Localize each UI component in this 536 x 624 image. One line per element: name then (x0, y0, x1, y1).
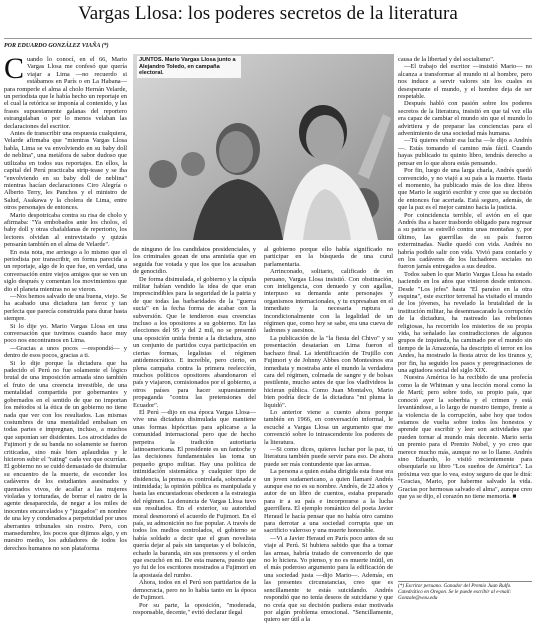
column-paragraph: En esta nota, me arriesgo a lo mismo que el periodista por transcribir, en forma parecida a un reportaje, algo de lo que fue, en verdad, una conversación entre viejos amigos que se ven un siglo después y comentan los movimientos que dio el planeta mientras no se vieron. (4, 248, 127, 293)
column-paragraph: El Perú —dijo en esa época Vargas Llosa— vive una dictadura disimulada que mantiene unas formas hipócritas para aplicarse a la comunidad internacional pero que de hecho perpetra la tradición autoritaria latinoamericana. El presidente es un fantoche y las decisiones fundamentales las toma un pequeño grupo militar. Hay una política de intimidación sistemática y cualquier tipo de disidencia, la prensa es controlada, sobornada e intimidada; la opinión pública es manipulada y hasta las encuestadoras obedecen a la estrategia del régimen. La denuncia de Vargas Llosa tuvo sus resultados. En el exterior, su autoridad moral desmoronó el acuerdo de Fujimori. En el país, su admonición no fue popular. A través de todos los medios controlados, el gobierno se había soldado a decir que el gran novelista quería dejar al país sin tanquetas y el bolsicón, echado la baranda, sin sus prensores y el orden que escuchó en mí. De esta manera, puesto que yo fui de los escritores mostrados a Fujimori en la apostasía del rumbo. (133, 408, 256, 579)
column-paragraph: Si lo dije porque la dictadura que ha padecido el Perú no fue solamente el lógico brutal de una imposición armada sino también el fruto de una creencia investible, de una mentalidad compartida por gobernantes y gobernados en el sentido de que no importan los métodos si la ética de un gobierno no tiene nada que ver con los resultados. Las mismas costumbres de una mentalidad embalsan en todas partes e impregnan, incluso, a muchos que suponían ser disidentes. Los atrocidades de Fujimori y de su banda no solamente se fueron criticadas, sino más bien aplaudidas y le hicieron subir el "rating" cada vez que ocurrían. El gobierno no se cuidó demasiado de disimular su encuentro de la muerte, de esconder los cadáveres de los estudiantes asesinados y quemados vivos, de acallar a las mujeres violadas y torturadas, de borrar el rastro de la agente desaparecida, de negar a los miles de inocentes encarcelados y "juzgados" en nombre de una ley y condenados a perpetuidad por unos aberrantes tribunales sin rostro. Pero, con mansedumbre, los pocos que dijimos algo, y en nuestro medio, los aduladores de todos los derechos humanos no son plataforma (4, 359, 127, 552)
column-paragraph: Mario despotricaba contra su risa de cholo y afirmaba: "Ya embobados ante los cholos, el baby doll y otras chafaldanas de repertorio, los lectores olvidan al entrevistado y quizás pensarán también en el alma de Velarde". (4, 211, 127, 249)
column-paragraph: Arrinconado, solitario, calificado de en peruano, Vargas Llosa insistió. Con obstinación, con inteligencia, con denuedo y con agallas, interpuso su demanda ante personajes y organismos internacionales, y tu expresaban en el inmediato y la necesaria ruptura a incondicionalmente con la legalidad de un régimen que, como hoy se sabe, era una cueva de ladrones y asesinos. (264, 268, 393, 335)
column-paragraph: —Vi a Javier Heraud en París poco antes de su viaje al Perú. Si hubiera sabido que iba a tomar las armas, habría tratado de convencerlo de que no lo hiciera. Yo pienso, y no es muerte inútil, en el más poderoso argumento para la edificación de una sociedad justa —dijo Mario—. Además, en las presentes circunstancias, creo que es sencillamente te estás suicidando. Andrés respondió que no tenía deseos de suicidarse y que no creía que su decisión pudiera estar motivada por algún problema emocional. "Sencillamente, quiero ser útil a la (264, 534, 393, 624)
article-column-2 (133, 246, 256, 616)
article-column-4 (398, 56, 532, 600)
column-paragraph: —Si como dices, quieres luchar por la paz, tú literatura también puede servir para eso. De ahora puede ser más contundente que las armas. (264, 445, 393, 468)
column-paragraph: —Tú quieres rehuir esa lucha —le dijo a Andrés—. Estás tomando el camino más fácil. Cuando hayas publicado tu quinto libro, tendrás derecho a pensar en lo que ahora estás pensando. (398, 137, 532, 167)
column-paragraph: al gobierno porque ello había significado no participar en la búsqueda de una curul parlamentaria. (264, 246, 393, 268)
byline (4, 43, 109, 49)
column-paragraph: Lo anterior viene a cuento ahora porque también en 1966, en conversación informal, le escuché a Vargas Llosa un argumento que me convenció sobre lo intrascendente los poderes de la literatura. (264, 408, 393, 446)
paragraph-text: uando lo conocí, en el 66, Mario Vargas Llosa me confesó que quería viajar a Lima —no recuerdo si estábamos en París o en La Habana— para romperle el alma al cholo Hernán Velarde, un periodista que le había hecho un reportaje en el cual la retórica se imponía al contenido, y las frases supuestamente galanas del reportero estrangulaban o por lo menos velaban las declaraciones del escritor. (4, 56, 127, 130)
column-paragraph: de ninguno de los candidatos presidenciales, y los criminales gozan de una amnistía que en seguida fue votada y que los que los acusaban de genocidio. (133, 246, 256, 276)
column-paragraph: Nuestra América lo ha recibido de una profecía como la de Whitman y una lección moral como la de Martí; pero sobre todo, su propio país, que conoció ayer la soberbia y el crimen y está levantándose, a lo largo de nuestro tiempo, frente a la violencia de la corrupción, sabe hoy que todos estamos de vuelta sobre todos los honestos y aprende que escribir y leer son actividades que pueden tornar al mundo más decente. Mario seria un premio para el Premio Nobel, y yo creo que merece mucho más, aunque no se lo llame. Andrés sino Eduardo, lo visitó recientemente para obsequiarle su libro "Los sueños de América". La próxima vez que lo vea, estoy seguro de que le dirá: "Gracias, Mario, por haberme salvado la vida. Gracias por hermosas salvado el alma", aunque creo que ya se dijo, el corazón no tiene memoria. ■ (398, 374, 532, 500)
column-paragraph: Por fin, luego de una larga charla, Andrés quedó convencido, y no viajó a su país a la muerte. Hasta el momento, ha publicado más de los diez libros que Mario le sugirió escribir y cree que su decisión de entonces fue acertada. Está seguro, además, de que la paz es el mejor camino hacia la justicia. (398, 167, 532, 212)
column-paragraph: La persona a quien estaba dirigida esta frase era un joven sudamericano, a quien llamaré Andrés aunque ese no es su nombre. Andrés, de 22 años y autor de un libro de cuentos, estaba preparado para ir a su país e incorporarse a la lucha guerrillera. El ejemplo romántico del poeta Javier Heraud le hacía pensar que no había otro camino para derrotar a una sociedad corrupta que un sacrificio valeroso y una muerte honorable. (264, 468, 393, 535)
article-column-3 (264, 246, 393, 624)
byline-author: EDUARDO GONZÁLEZ VIAÑA (17, 43, 101, 49)
column-paragraph: —El trabajo del escritor —insistió Mario— no alcanza a transformar al mundo ni al hombre, pero nos induce a servir valores sin los cuales es desesperante el mundo, y el hombre deja de ser respetable. (398, 63, 532, 101)
photo-caption: JUNTOS. Mario Vargas Llosa junto a Alejandro Toledo, en campaña electoral. (137, 56, 241, 78)
column-paragraph: Antes de transcribir una respuesta cualquiera, Velarde afirmaba que "mientras Vargas Llosa habla, Lima se va envolviendo en su baby doll de neblina", una metáfora de sabor dudoso que utilizaba en todos sus reportajes. En ellos, la capital del Perú practicaba strip-tease y se iba "envolviendo en su baby doll de neblina" mientras hacían declaraciones Ciro Alegría o Alberto Terry, les Panchos y el ministro de Salud, Asakawa y la cholera de Lima, entre otros personajes de entonces. (4, 130, 127, 212)
column-paragraph: Si lo dije yo. Mario Vargas Llosa en una conversación que tuvimos cuando hace muy poco nos encontramos en Lima. (4, 322, 127, 345)
column-paragraph: Ahora, todos en el Perú son partidarios de la democracia, pero no lo había tanto en la época de Fujimori. (133, 579, 256, 602)
headline: Vargas Llosa: los poderes secretos de la literatura (78, 3, 458, 24)
column-paragraph: —Nos hemos salvado de una buena, viejo. Se ha acabado una dictadura tan feroz y tan perfecta que parecía construida para durar hasta siempre. (4, 293, 127, 323)
byline-prefix: POR (4, 43, 16, 49)
column-paragraph: Por su parte, la oposición, "moderada, responsable, decente," evitó declarar ilegal (133, 601, 256, 616)
photo-image (133, 54, 394, 240)
column-paragraph: Por coincidencia terrible, el avión en el que Andrés iba a hacer trasbordo obligado para regresar a su patria se estrelló contra unas montañas y, por último, las guerrillas de su país fueron exterminadas. Nadie quedó con vida. Andrés no habría podido salir con vida. Vivió para contarlo y en los cadáveres de los luchadores sociales no fueron jamás entregados a sus deudos. (398, 211, 532, 271)
byline-marker: (*) (101, 43, 109, 49)
column-paragraph: La publicación de la "la fiesta del Chivo" y su presentación desatarían en Lima fueron el hachazo final. La identificación de Trujillo con Fujimori y de Johnny Abbes con Montesinos era inmediata y mostraba ante el mundo la verdadera cara del régimen, colmada de sangre y de bolsas pestilente, mucho antes de que los vladivideos la hicieran pública. Como Juan Montalvo, Mario bien podría decir de la dictadura "mi pluma la liquidó". (264, 334, 393, 409)
column-paragraph: De forma disimulada, el gobierno y la cúpula militar habían vendido la idea de que eran imprescindibles para la seguridad de la patria y de que todas las barbaridades de la "guerra sucia" en la fecha forma de acabar con la subversión. Que le tendieron esas creencias incluso a los opositores a su gobierno. En las elecciones del 95 y del 2 mil, no se presentó una oposición unida frente a la dictadura, sino un conjunto de partidos cuya participación en ciertas formas, legalistas el régimen antidemocrático. E increíble, pero cierto, en plena campaña contra la primera reelección, muchos políticos opositores abandonaron el país y viajaron, comisionados por el gobierno, a otros países para hacer supuestamente propaganda "contra las pretensiones del Ecuador". (133, 275, 256, 409)
article-photo (133, 54, 394, 240)
column-paragraph: Todos saben lo que Mario Vargas Llosa ha estado haciendo en los años que vinieron desde entonces. Desde "Los jefes" hasta "El paraíso en la otra esquina", este escritor terrenal ha visitado el mundo de los jóvenes, ha revelado la brutalidad de la institución militar, ha desenmascarado la corrupción de la dictadura, ha rastreado las rebeliones religiosas, ha recorrido los misterios de su propia vida, ha señalado las contradicciones de algunos grupos de izquierda, ha caminado por el mundo sin tiempo de la Amazonía, ha descripto el terror en los Andes, ha mostrado la fiesta atroz de los tiranos y, por fin, ha seguido los pasos y peregrinaciones de una agitadora social del siglo XIX. (398, 270, 532, 375)
column-paragraph: —Gracias a unos pocos —respondió— y dentro de esos pocos, gracias a ti. (4, 344, 127, 360)
drop-cap: C (4, 52, 25, 85)
column-paragraph (4, 52, 127, 130)
author-footnote: (*) Escritor peruano. Ganador del Premio Juan Rulfo. Catedrático en Oregon. Se le puede escribir al e-mail: Gonzale@wou.edu (398, 581, 532, 601)
column-paragraph: Después habló con pasión sobre los poderes secretos de la literatura, insistió en que tal vez ella era capaz de cambiar el mundo sin que el mundo lo advirtiera y de preparar las conciencias para el advenimiento de una sociedad más humana. (398, 100, 532, 138)
column-paragraph: causa de la libertad y del socialismo". (398, 56, 495, 63)
divider (4, 38, 532, 39)
article-column-1 (4, 52, 127, 600)
